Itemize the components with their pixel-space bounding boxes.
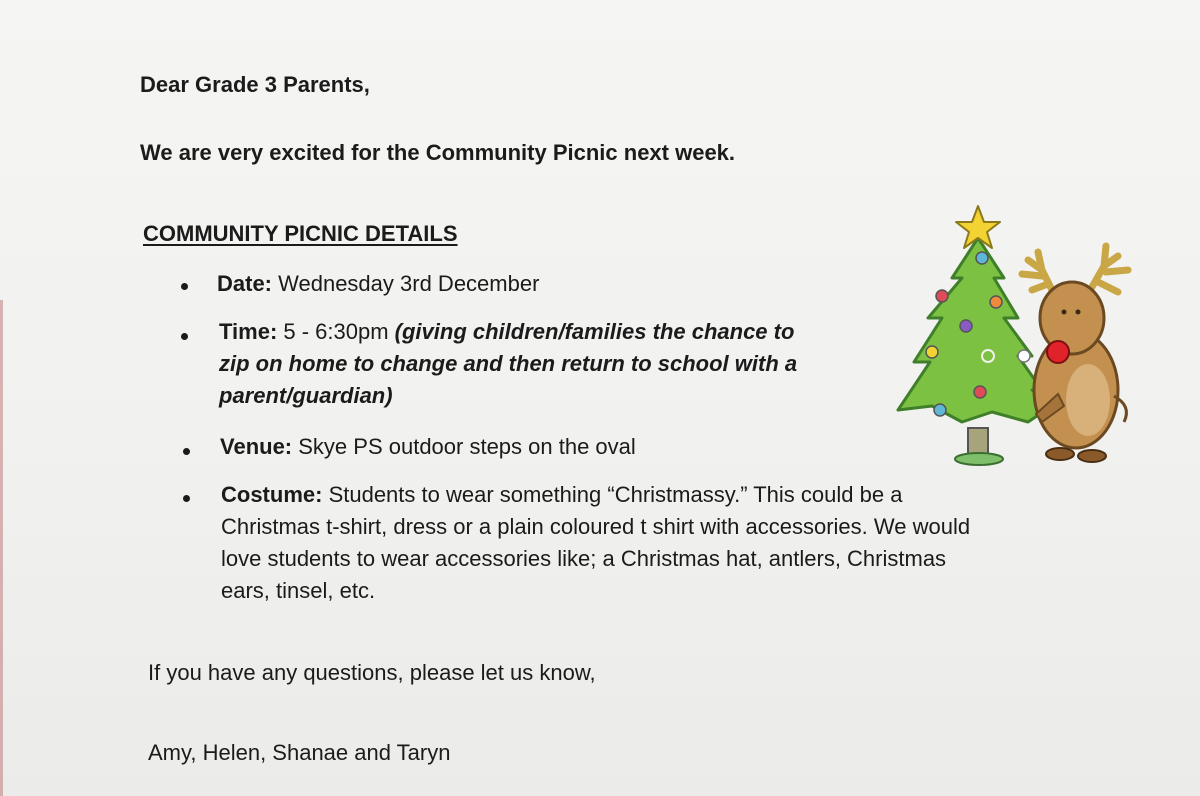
item-venue <box>220 432 636 462</box>
item-time-note-3: parent/guardian) <box>219 383 393 408</box>
bullet-date <box>181 283 188 290</box>
item-date-label: Date: <box>217 271 273 296</box>
item-costume <box>221 479 970 607</box>
item-date-value: Wednesday 3rd December <box>272 271 540 296</box>
reindeer-eye <box>1062 310 1067 315</box>
item-time-label: Time: <box>219 319 278 344</box>
reindeer-head <box>1040 282 1104 354</box>
christmas-tree-reindeer-icon <box>892 200 1152 475</box>
ornament <box>960 320 972 332</box>
item-venue-value: Skye PS outdoor steps on the oval <box>292 434 636 459</box>
item-time-note-2: zip on home to change and then return to school with a <box>219 351 798 376</box>
greeting: Dear Grade 3 Parents, <box>140 72 370 97</box>
reindeer-eye <box>1076 310 1081 315</box>
item-time <box>219 316 797 412</box>
item-venue-label: Venue: <box>220 434 293 459</box>
ornament <box>936 290 948 302</box>
details-heading: COMMUNITY PICNIC DETAILS <box>143 221 458 246</box>
bullet-costume <box>183 495 190 502</box>
reindeer-foot <box>1078 450 1106 462</box>
antler-left <box>1022 252 1054 294</box>
item-time-note-1: (giving children/families the chance to <box>394 319 795 344</box>
reindeer-foot <box>1046 448 1074 460</box>
ornament <box>974 386 986 398</box>
antler-right <box>1088 246 1128 294</box>
closing-text: If you have any questions, please let us know, <box>148 660 596 685</box>
ornament <box>1018 350 1030 362</box>
paper-edge-shadow <box>0 300 3 796</box>
item-costume-line-2: Christmas t-shirt, dress or a plain coloured t shirt with accessories. We would <box>221 514 971 539</box>
tree-trunk <box>968 428 988 456</box>
ornament <box>982 350 994 362</box>
intro-text: We are very excited for the Community Picnic next week. <box>140 140 736 165</box>
item-date <box>217 269 539 299</box>
item-costume-line-3: love students to wear accessories like; a Christmas hat, antlers, Christmas <box>221 546 947 571</box>
ornament <box>934 404 946 416</box>
item-costume-label: Costume: <box>221 482 323 507</box>
signature: Amy, Helen, Shanae and Taryn <box>148 740 451 765</box>
ornament <box>990 296 1002 308</box>
ornament <box>976 252 988 264</box>
tree-base <box>955 453 1003 465</box>
item-costume-line-4: ears, tinsel, etc. <box>221 578 376 603</box>
ornament <box>926 346 938 358</box>
item-time-value: 5 - 6:30pm <box>277 319 395 344</box>
bullet-venue <box>183 448 190 455</box>
bullet-time <box>181 333 188 340</box>
reindeer-belly <box>1066 364 1110 436</box>
reindeer-nose <box>1047 341 1069 363</box>
item-costume-line-1: Students to wear something “Christmassy.” This could be a <box>322 482 903 507</box>
